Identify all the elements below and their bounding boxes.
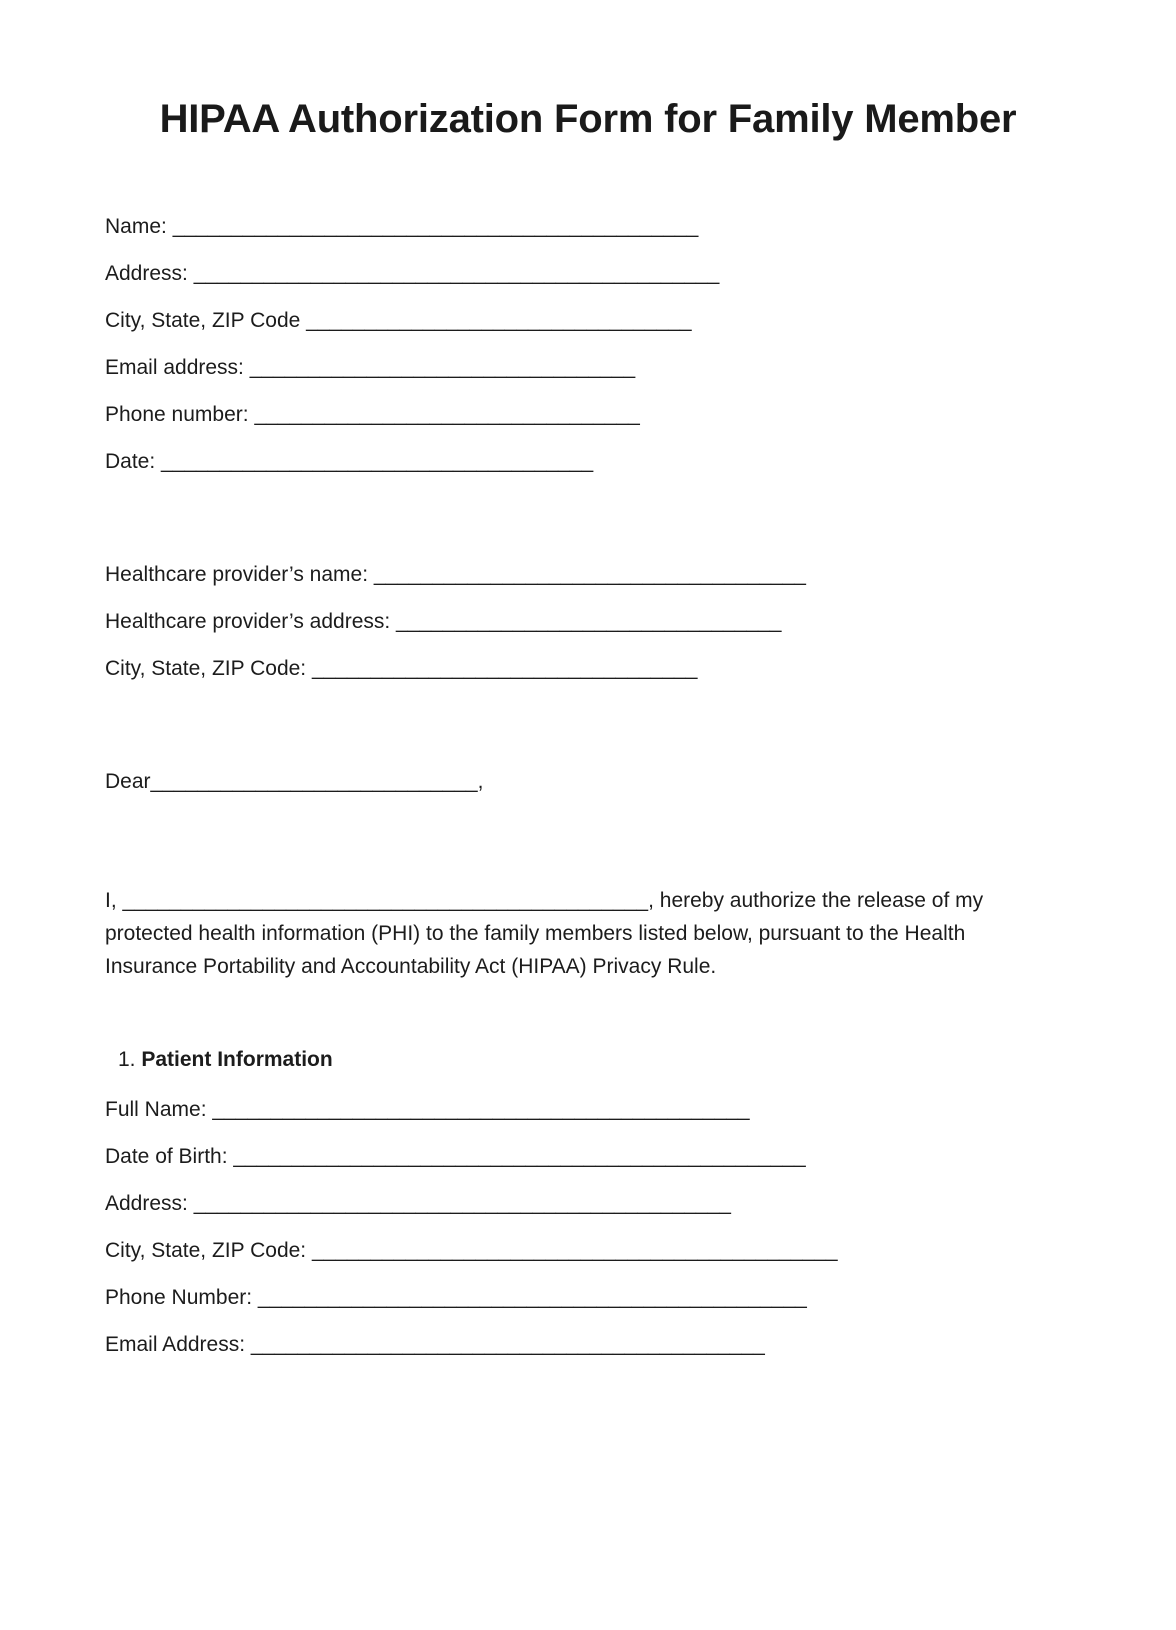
authorization-paragraph-block: [0, 884, 1176, 983]
field-label-patient-phone-number: Phone Number:: [105, 1286, 258, 1309]
field-rule-date[interactable]: _____________________________________: [161, 450, 594, 473]
salutation-block: [0, 771, 1176, 818]
field-row-address: [105, 263, 1086, 310]
field-row-patient-full-name: [105, 1099, 1086, 1146]
field-label-patient-date-of-birth: Date of Birth:: [105, 1145, 234, 1168]
requester-information-block: [0, 216, 1176, 498]
field-label-address: Address:: [105, 262, 194, 285]
provider-information-block: [0, 564, 1176, 705]
field-row-patient-city-state-zip: [105, 1240, 1086, 1287]
patient-information-fields: [0, 1099, 1176, 1381]
spacer-after-title: [0, 150, 1176, 216]
field-row-salutation: [105, 771, 1086, 818]
field-rule-patient-email-address[interactable]: ____________________________________________: [250, 1333, 765, 1356]
field-label-patient-address: Address:: [105, 1192, 194, 1215]
authorization-rule[interactable]: _____________________________________________: [122, 889, 649, 912]
field-rule-patient-address[interactable]: ______________________________________________: [193, 1192, 731, 1215]
field-rule-patient-full-name[interactable]: ______________________________________________: [212, 1098, 750, 1121]
section-title: Patient Information: [141, 1048, 333, 1071]
field-label-phone-number: Phone number:: [105, 403, 255, 426]
field-row-patient-date-of-birth: [105, 1146, 1086, 1193]
field-row-city-state-zip: [105, 310, 1086, 357]
field-rule-patient-phone-number[interactable]: _______________________________________________: [257, 1286, 807, 1309]
field-label-city-state-zip: City, State, ZIP Code: [105, 309, 307, 332]
authorization-rest: , hereby authorize the release of my protected health information (PHI) to the family members listed below, pursuant to the Health Insurance Portability and Accountability Act (HIPAA) Privacy Rule.: [105, 889, 984, 978]
field-row-patient-phone-number: [105, 1287, 1086, 1334]
field-row-phone-number: [105, 404, 1086, 451]
field-label-email-address: Email address:: [105, 356, 250, 379]
spacer-before-salutation: [0, 705, 1176, 771]
field-row-date: [105, 451, 1086, 498]
authorization-lead: I,: [105, 889, 123, 912]
field-row-provider-name: [105, 564, 1086, 611]
field-label-patient-email-address: Email Address:: [105, 1333, 251, 1356]
field-label-provider-city-state-zip: City, State, ZIP Code:: [105, 657, 312, 680]
field-rule-provider-name[interactable]: _____________________________________: [373, 563, 806, 586]
field-rule-city-state-zip[interactable]: _________________________________: [306, 309, 692, 332]
field-row-name: [105, 216, 1086, 263]
field-rule-provider-address[interactable]: _________________________________: [396, 610, 782, 633]
field-row-provider-city-state-zip: [105, 658, 1086, 705]
authorization-paragraph: [105, 884, 1005, 983]
field-rule-patient-date-of-birth[interactable]: _________________________________________________: [233, 1145, 806, 1168]
field-rule-email-address[interactable]: _________________________________: [249, 356, 636, 379]
field-rule-provider-city-state-zip[interactable]: _________________________________: [311, 657, 698, 680]
field-label-name: Name:: [105, 215, 173, 238]
salutation-rule[interactable]: ____________________________: [150, 770, 478, 793]
field-row-patient-address: [105, 1193, 1086, 1240]
salutation-comma: ,: [477, 770, 484, 793]
field-label-provider-address: Healthcare provider’s address:: [105, 610, 397, 633]
spacer-before-provider: [0, 498, 1176, 564]
field-label-patient-full-name: Full Name:: [105, 1098, 213, 1121]
spacer-before-paragraph: [0, 818, 1176, 884]
field-label-patient-city-state-zip: City, State, ZIP Code:: [105, 1239, 312, 1262]
salutation-label: Dear: [105, 770, 151, 793]
field-row-provider-address: [105, 611, 1086, 658]
field-row-email-address: [105, 357, 1086, 404]
field-rule-phone-number[interactable]: _________________________________: [254, 403, 640, 426]
field-label-provider-name: Healthcare provider’s name:: [105, 563, 374, 586]
field-row-patient-email-address: [105, 1334, 1086, 1381]
spacer-before-section-1: [0, 983, 1176, 1049]
field-label-date: Date:: [105, 450, 162, 473]
section-number: 1.: [118, 1048, 142, 1071]
field-rule-name[interactable]: _____________________________________________: [172, 215, 699, 238]
field-rule-address[interactable]: _____________________________________________: [193, 262, 720, 285]
section-heading-patient-information: [0, 1049, 1176, 1099]
page-title: HIPAA Authorization Form for Family Member: [159, 97, 1017, 141]
field-rule-patient-city-state-zip[interactable]: _____________________________________________: [311, 1239, 838, 1262]
